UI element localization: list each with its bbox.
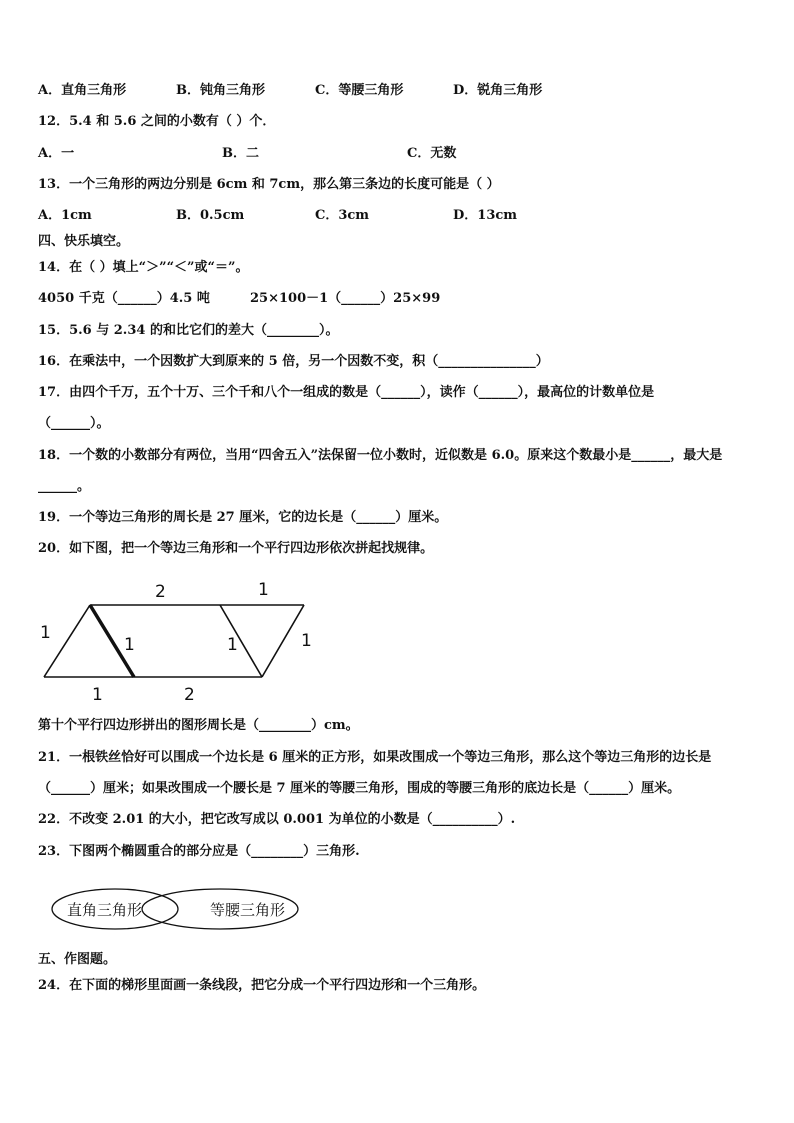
section4-heading: 四、快乐填空。 [38,234,130,249]
q23-venn-diagram [40,880,310,940]
q24-text: 24．在下面的梯形里面画一条线段，把它分成一个平行四边形和一个三角形。 [38,978,486,993]
q14-part1: 4050 千克（______）4.5 吨 [38,291,210,306]
q11-option-b[interactable]: B．钝角三角形 [176,83,265,98]
q23-stem: 23．下图两个椭圆重合的部分应是（________）三角形. [38,844,360,859]
q22-text: 22．不改变 2.01 的大小，把它改写成以 0.001 为单位的小数是（__________）. [38,812,516,827]
q19-text: 19．一个等边三角形的周长是 27 厘米，它的边长是（______）厘米。 [38,510,448,525]
section5-heading: 五、作图题。 [38,952,117,967]
label-top-long: 2 [155,582,166,602]
label-right: 1 [301,631,312,651]
triangle-left-side [44,605,90,677]
q13-option-c[interactable]: C．3cm [315,208,370,223]
q12-option-b[interactable]: B．二 [222,146,259,161]
q13-option-a[interactable]: A．1cm [38,208,92,223]
q17-line2: （______）。 [38,416,110,431]
q11-option-d[interactable]: D．锐角三角形 [453,83,543,98]
q18-line1: 18．一个数的小数部分有两位，当用“四舍五入”法保留一位小数时，近似数是 6.0。原来这个数最小是______，最大是 [38,448,723,463]
q18-line2: ______。 [38,479,91,494]
label-inner-right: 1 [227,635,238,655]
q13-stem: 13．一个三角形的两边分别是 6cm 和 7cm，那么第三条边的长度可能是（ ） [38,177,500,192]
label-bottom-long: 2 [184,685,195,705]
q14-part2: 25×100－1（______）25×99 [250,291,441,306]
right-ellipse-label: 等腰三角形 [210,901,286,919]
q21-line1: 21．一根铁丝恰好可以围成一个边长是 6 厘米的正方形，如果改围成一个等边三角形，那么这个等边三角形的边长是 [38,750,712,765]
q12-option-a[interactable]: A．一 [38,146,75,161]
right-side [262,605,304,677]
q20-shapes-figure [0,570,360,710]
q16-text: 16．在乘法中，一个因数扩大到原来的 5 倍，另一个因数不变，积（_______________） [38,354,549,369]
q20-question: 第十个平行四边形拼出的图形周长是（________）cm。 [38,718,359,733]
q14-stem: 14．在（ ）填上“＞”“＜”或“＝”。 [38,260,249,275]
q13-option-d[interactable]: D．13cm [453,208,518,223]
q11-option-c[interactable]: C．等腰三角形 [315,83,404,98]
q15-text: 15．5.6 与 2.34 的和比它们的差大（________）。 [38,323,339,338]
left-ellipse-label: 直角三角形 [67,901,143,919]
q21-line2: （______）厘米；如果改围成一个腰长是 7 厘米的等腰三角形，围成的等腰三角形的底边长是（______）厘米。 [38,781,681,796]
q11-option-a[interactable]: A．直角三角形 [38,83,127,98]
label-left: 1 [40,623,51,643]
label-top-short: 1 [258,580,269,600]
q13-option-b[interactable]: B．0.5cm [176,208,245,223]
q20-stem: 20．如下图，把一个等边三角形和一个平行四边形依次拼起找规律。 [38,541,434,556]
q12-option-c[interactable]: C．无数 [407,146,457,161]
q12-stem: 12．5.4 和 5.6 之间的小数有（ ）个． [38,114,276,129]
label-bottom-short: 1 [92,685,103,705]
q17-line1: 17．由四个千万，五个十万、三个千和八个一组成的数是（______），读作（______），最高位的计数单位是 [38,385,655,400]
label-inner-bold: 1 [124,635,135,655]
